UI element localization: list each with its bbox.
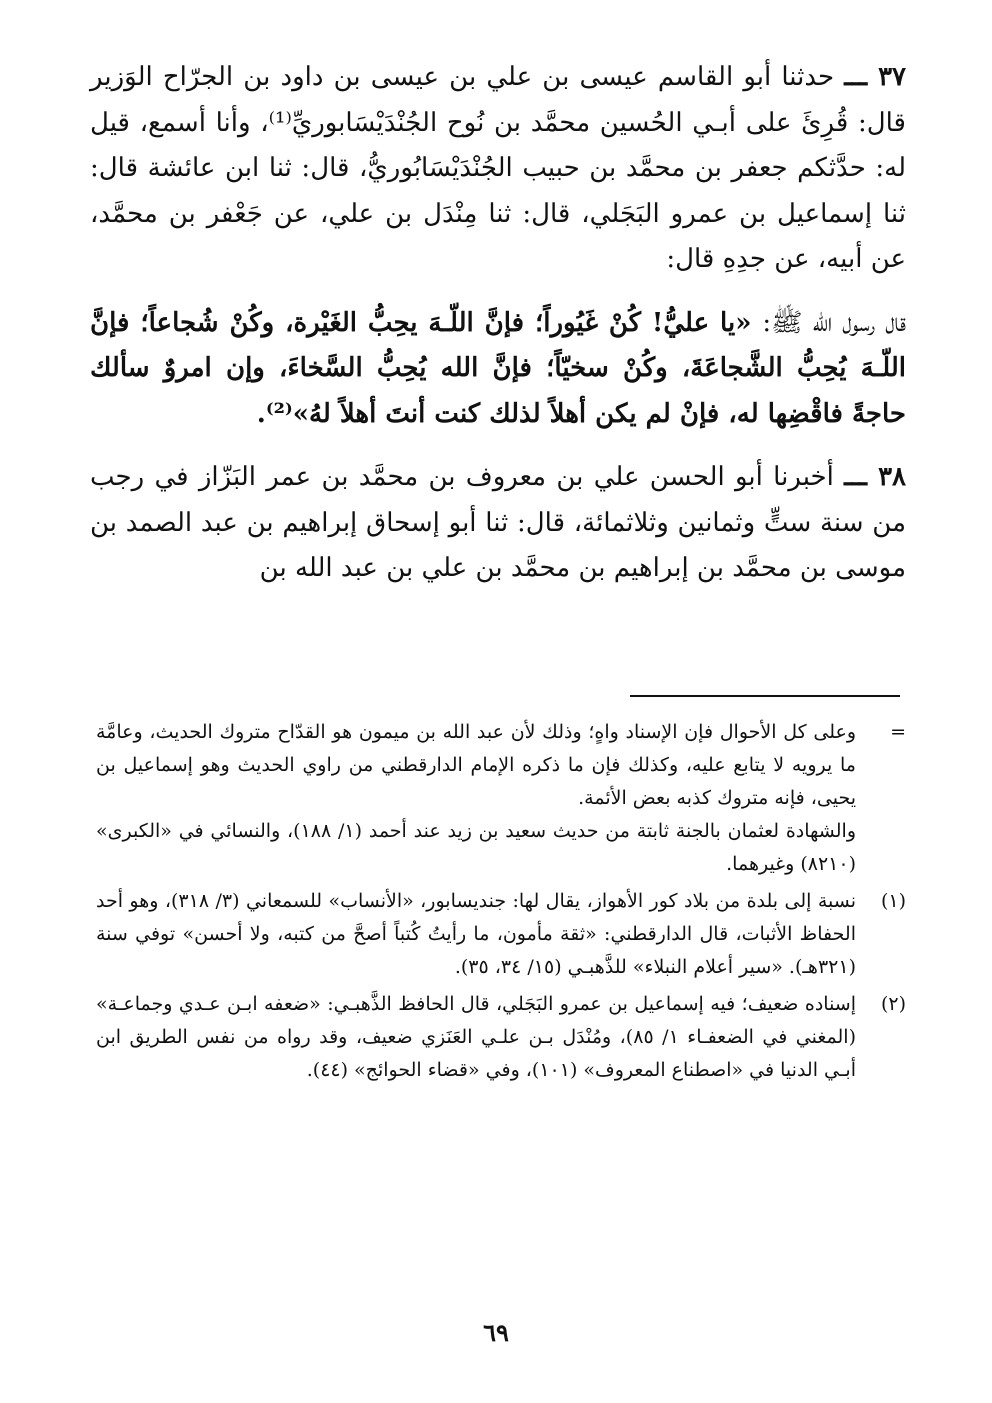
page-number: ٦٩ xyxy=(483,1318,509,1347)
footnote-continued-text-2: والشهادة لعثمان بالجنة ثابتة من حديث سعيد بن زيد عند أحمد (١/ ١٨٨)، والنسائي في «الكبرى» (٨٢١٠) وغيرهما. xyxy=(96,820,856,875)
paragraph-38 xyxy=(90,455,906,592)
paragraph-38-text: أخبرنا أبو الحسن علي بن معروف بن محمَّد بن عمر البَزّاز في رجب من سنة ستٍّ وثمانين وثلاثمائة، قال: ثنا أبو إسحاق إبراهيم بن عبد الصمد بن موسى بن محمَّد بن إبراهيم بن محمَّد بن علي بن عبد الله بن xyxy=(90,462,906,583)
footnotes xyxy=(96,716,906,1091)
main-text xyxy=(90,55,906,592)
footnote-separator xyxy=(630,695,900,697)
footnote-1-text: نسبة إلى بلدة من بلاد كور الأهواز، يقال لها: جنديسابور، «الأنساب» للسمعاني (٣/ ٣١٨)، وهو أحد الحفاظ الأثبات، قال الدارقطني: «ثقة مأمون، ما رأيتُ كُتباً أصحَّ من كتبه، ولا أحسن» توفي سنة (٣٢١هـ). «سير أعلام النبلاء» للذَّهبـي (١٥/ ٣٤، ٣٥). xyxy=(96,890,857,978)
hadith-text: «يا عليُّ! كُنْ غَيُوراً؛ فإنَّ اللّـهَ يحِبُّ الغَيْرة، وكُنْ شُجاعاً؛ فإنَّ اللّـهَ يُحِبُّ الشَّجاعَةَ، وكُنْ سخيّاً؛ فإنَّ الله يُحِبُّ السَّخاءَ، وإن امروٌ سألك حاجةً فاقْضِها له، فإنْ لم يكن أهلاً لذلك كنت أنتَ أهلاً لهُ»⁽²⁾. xyxy=(90,307,906,429)
item-number-38: ٣٨ ـــ xyxy=(844,462,907,492)
item-number-37: ٣٧ ـــ xyxy=(844,62,907,92)
footnote-2-mark: (٢) xyxy=(880,993,906,1015)
footnote-2 xyxy=(96,988,906,1087)
paragraph-37 xyxy=(90,55,906,283)
hadith-intro: قال رسول الله ﷺ: xyxy=(762,307,906,338)
footnote-1 xyxy=(96,885,906,984)
footnote-continuation-mark: = xyxy=(890,721,906,743)
hadith-paragraph xyxy=(90,301,906,438)
footnote-2-text: إسناده ضعيف؛ فيه إسماعيل بن عمرو البَجَلي، قال الحافظ الذَّهبـي: «ضعفه ابـن عـدي وجماعـة» (المغني في الضعفـاء ١/ ٨٥)، ومُنْدَل بـن علـي العَنَزي ضعيف، وقد رواه من نفس الطريق ابن أبـي الدنيا في «اصطناع المعروف» (١٠١)، وفي «قضاء الحوائج» (٤٤). xyxy=(96,993,856,1081)
paragraph-37-text: حدثنا أبو القاسم عيسى بن علي بن عيسى بن داود بن الجرّاح الوَزير قال: قُرِئَ على أبـي الحُسين محمَّد بن نُوح الجُنْدَيْسَابوريِّ⁽¹⁾، وأنا أسمع، قيل له: حدَّثكم جعفر بن محمَّد بن حبيب الجُنْدَيْسَابُوريُّ، قال: ثنا ابن عائشة قال: ثنا إسماعيل بن عمرو البَجَلي، قال: ثنا مِنْدَل بن علي، عن جَعْفر بن محمَّد، عن أبيه، عن جدِهِ قال: xyxy=(90,62,906,274)
footnote-continued-text: وعلى كل الأحوال فإن الإسناد واهٍ؛ وذلك لأن عبد الله بن ميمون هو القدّاح متروك الحديث، وعامَّة ما يرويه لا يتابع عليه، وكذلك فإن ما ذكره الإمام الدارقطني من راوي الحديث وهو إسماعيل بن يحيى، فإنه متروك كذبه بعض الأئمة. xyxy=(96,721,856,809)
footnote-1-mark: (١) xyxy=(880,890,906,912)
footnote-continued xyxy=(96,716,906,881)
